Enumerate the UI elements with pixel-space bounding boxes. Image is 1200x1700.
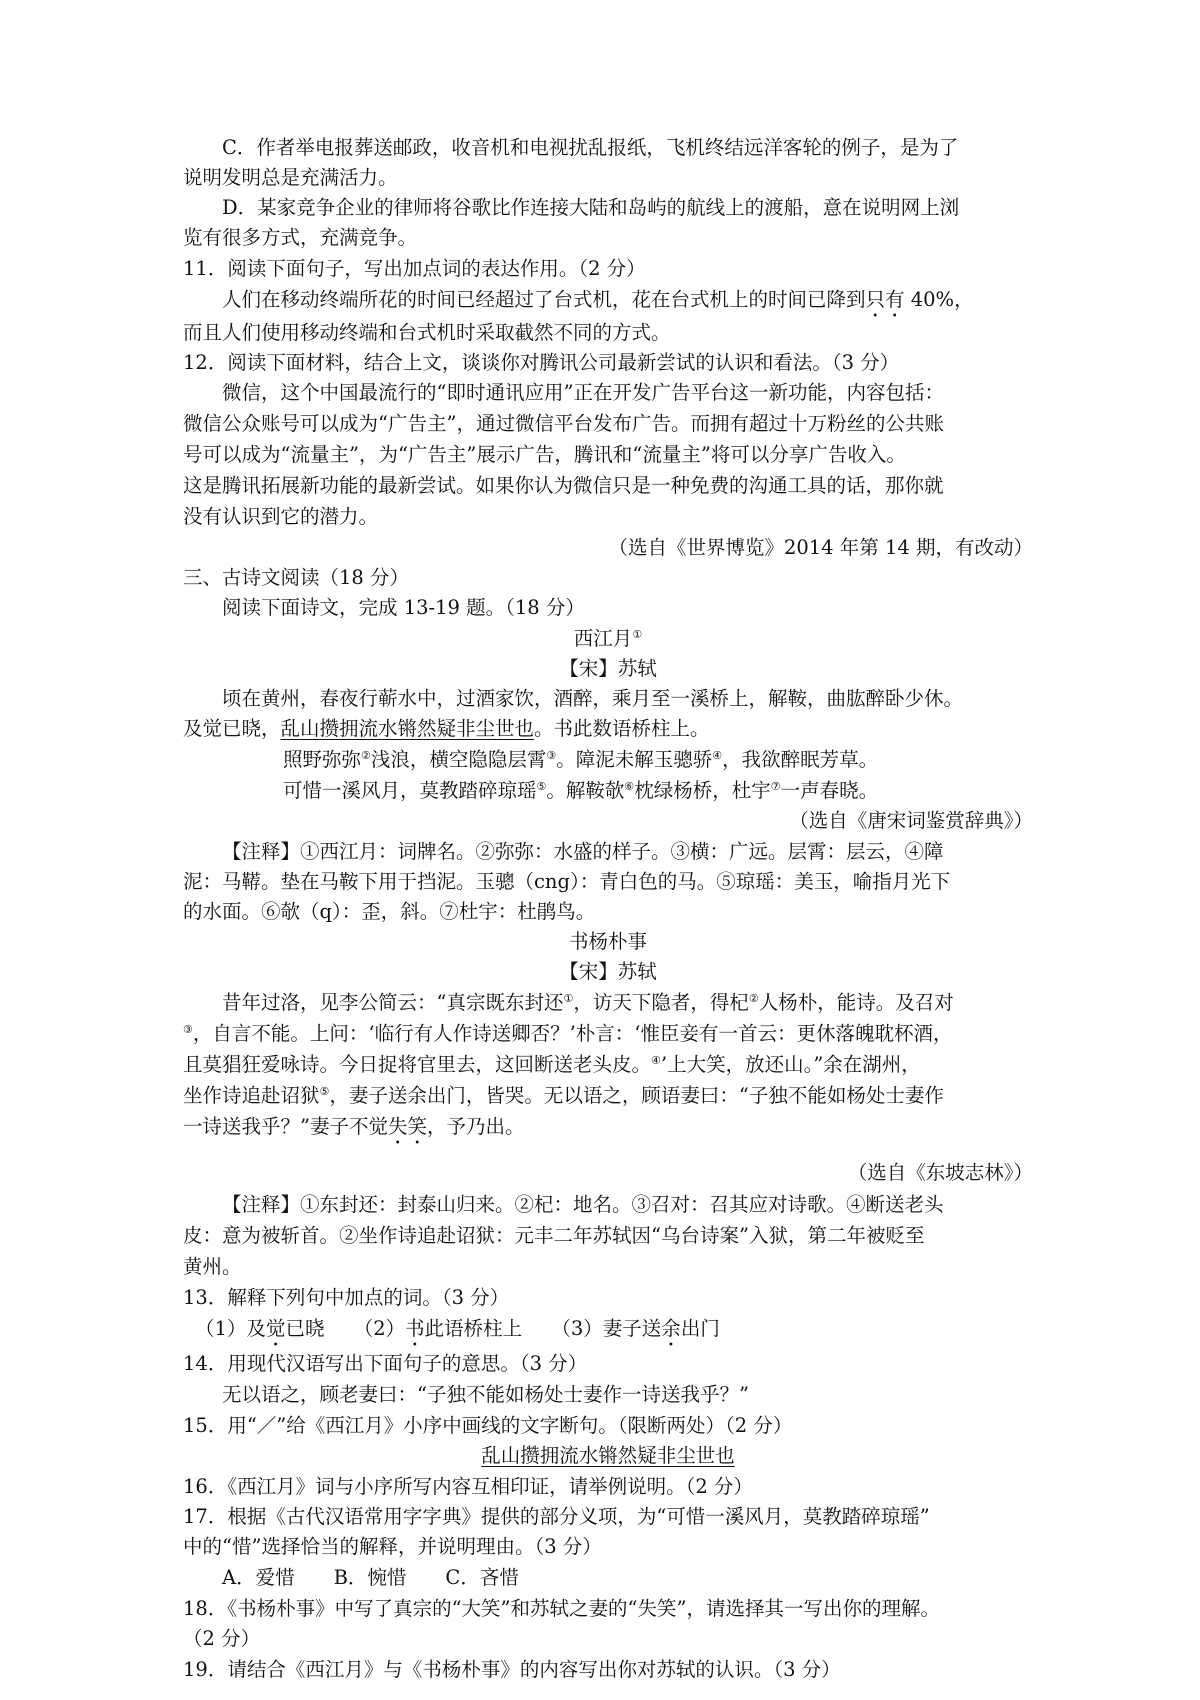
question-14: 14．用现代汉语写出下面句子的意思。（3 分） <box>183 1352 588 1375</box>
question-16: 16．《西江月》词与小序所写内容互相印证，请举例说明。（2 分） <box>183 1475 753 1498</box>
prose-source: （选自《东坡志林》） <box>847 1161 1033 1184</box>
emphasized-word: 只有 <box>865 288 905 311</box>
q17-options: A．爱惜 B．惋惜 C．吝惜 <box>222 1566 519 1589</box>
prose-line1: 昔年过洛，见李公简云：“真宗既东封还①，访天下隐者，得杞②人杨朴，能诗。及召对 <box>222 991 954 1014</box>
question-18-line1: 18．《书杨朴事》中写了真宗的“大笑”和苏轼之妻的“失笑”，请选择其一写出你的理解。 <box>183 1597 940 1620</box>
poem-notes-line2: 泥：马鞯。垫在马鞍下用于挡泥。玉骢（cng）：青白色的马。⑤琼瑶：美玉，喻指月光下 <box>183 870 951 893</box>
poem-notes-line1: 【注释】①西江月：词牌名。②弥弥：水盛的样子。③横：广远。层霄：层云，④障 <box>222 840 944 863</box>
material-line5: 没有认识到它的潜力。 <box>183 505 379 528</box>
preface-line1: 顷在黄州，春夜行蕲水中，过酒家饮，酒醉，乘月至一溪桥上，解鞍，曲肱醉卧少休。 <box>222 687 964 710</box>
poem-line2: 可惜一溪风月，莫教踏碎琼瑶⑤。解鞍欹⑥枕绿杨桥，杜宇⑦一声春晓。 <box>283 779 879 802</box>
q11-sentence-line2: 而且人们使用移动终端和台式机时采取截然不同的方式。 <box>183 321 671 344</box>
poem-source: （选自《唐宋词鉴赏辞典》） <box>789 809 1033 832</box>
prose-notes-line3: 黄州。 <box>183 1255 242 1278</box>
option-d-line1: D．某家竞争企业的律师将谷歌比作连接大陆和岛屿的航线上的渡船，意在说明网上浏 <box>222 196 960 219</box>
prose-line2: ③，自言不能。上问：‘临行有人作诗送卿否？’朴言：‘惟臣妾有一首云：更休落魄耽杯酒， <box>183 1022 953 1045</box>
poem-author: 【宋】苏轼 <box>559 657 657 680</box>
prose-line3: 且莫猖狂爱咏诗。今日捉将官里去，这回断送老头皮。④’上大笑，放还山。”余在湖州， <box>183 1053 921 1076</box>
question-11: 11．阅读下面句子，写出加点词的表达作用。（2 分） <box>183 257 646 280</box>
question-19: 19．请结合《西江月》与《书杨朴事》的内容写出你对苏轼的认识。（3 分） <box>183 1658 841 1681</box>
source-citation: （选自《世界博览》2014 年第 14 期，有改动） <box>608 536 1033 559</box>
prose-notes-line2: 皮：意为被斩首。②坐作诗追赴诏狱：元丰二年苏轼因“乌台诗案”入狱，第二年被贬至 <box>183 1224 925 1247</box>
emphasized-word: 书 <box>405 1317 425 1340</box>
preface-line2: 及觉已晓，乱山攒拥流水锵然疑非尘世也。书此数语桥柱上。 <box>183 717 710 740</box>
question-13: 13．解释下列句中加点的词。（3 分） <box>183 1286 510 1309</box>
emphasized-word: 余 <box>661 1317 681 1340</box>
poem-line1: 照野弥弥②浅浪，横空隐隐层霄③。障泥未解玉骢骄④，我欲醉眠芳草。 <box>283 748 879 771</box>
prose-title: 书杨朴事 <box>568 930 647 953</box>
question-18-line2: （2 分） <box>183 1627 261 1650</box>
prose-notes-line1: 【注释】①东封还：封泰山归来。②杞：地名。③召对：召其应对诗歌。④断送老头 <box>222 1193 944 1216</box>
question-17-line2: 中的“惜”选择恰当的解释，并说明理由。（3 分） <box>183 1535 602 1558</box>
section-3-instruction: 阅读下面诗文，完成 13-19 题。（18 分） <box>222 596 585 619</box>
option-c-line2: 说明发明总是充满活力。 <box>183 166 398 189</box>
material-line4: 这是腾讯拓展新功能的最新尝试。如果你认为微信只是一种免费的沟通工具的话，那你就 <box>183 474 944 497</box>
prose-line4: 坐作诗追赴诏狱⑤，妻子送余出门，皆哭。无以语之，顾语妻曰：“子独不能如杨处士妻作 <box>183 1084 944 1107</box>
emphasized-word: 失笑 <box>387 1115 427 1138</box>
option-d-line2: 览有很多方式，充满竞争。 <box>183 226 418 249</box>
question-15: 15．用“／”给《西江月》小序中画线的文字断句。（限断两处）（2 分） <box>183 1414 793 1437</box>
prose-line5: 一诗送我乎？”妻子不觉失笑，予乃出。 <box>183 1115 525 1138</box>
prose-author: 【宋】苏轼 <box>559 960 657 983</box>
option-c-line1: C．作者举电报葬送邮政，收音机和电视扰乱报纸，飞机终结远洋客轮的例子，是为了 <box>222 136 959 159</box>
q14-sentence: 无以语之，顾老妻曰：“子独不能如杨处士妻作一诗送我乎？” <box>222 1383 749 1406</box>
poem-notes-line3: 的水面。⑥欹（q）：歪，斜。⑦杜宇：杜鹃鸟。 <box>183 900 596 923</box>
q15-passage: 乱山攒拥流水锵然疑非尘世也 <box>481 1444 735 1467</box>
underlined-passage: 乱山攒拥流水锵然疑非尘世也 <box>280 717 535 740</box>
poem-title: 西江月① <box>573 627 643 650</box>
question-12: 12．阅读下面材料，结合上文，谈谈你对腾讯公司最新尝试的认识和看法。（3 分） <box>183 351 900 374</box>
material-line3: 号可以成为“流量主”，为“广告主”展示广告，腾讯和“流量主”将可以分享广告收入。 <box>183 443 906 466</box>
material-line2: 微信公众账号可以成为“广告主”，通过微信平台发布广告。而拥有超过十万粉丝的公共账 <box>183 412 944 435</box>
section-3-heading: 三、古诗文阅读（18 分） <box>183 566 410 589</box>
q11-sentence-line1: 人们在移动终端所花的时间已经超过了台式机，花在台式机上的时间已降到只有 40%， <box>222 288 974 311</box>
q13-items: （1）及觉已晓 （2）书此语桥柱上 （3）妻子送余出门 <box>195 1317 720 1340</box>
emphasized-word: 觉 <box>265 1317 286 1340</box>
material-line1: 微信，这个中国最流行的“即时通讯应用”正在开发广告平台这一新功能，内容包括： <box>222 381 944 404</box>
question-17-line1: 17．根据《古代汉语常用字字典》提供的部分义项，为“可惜一溪风月，莫教踏碎琼瑶” <box>183 1505 930 1528</box>
